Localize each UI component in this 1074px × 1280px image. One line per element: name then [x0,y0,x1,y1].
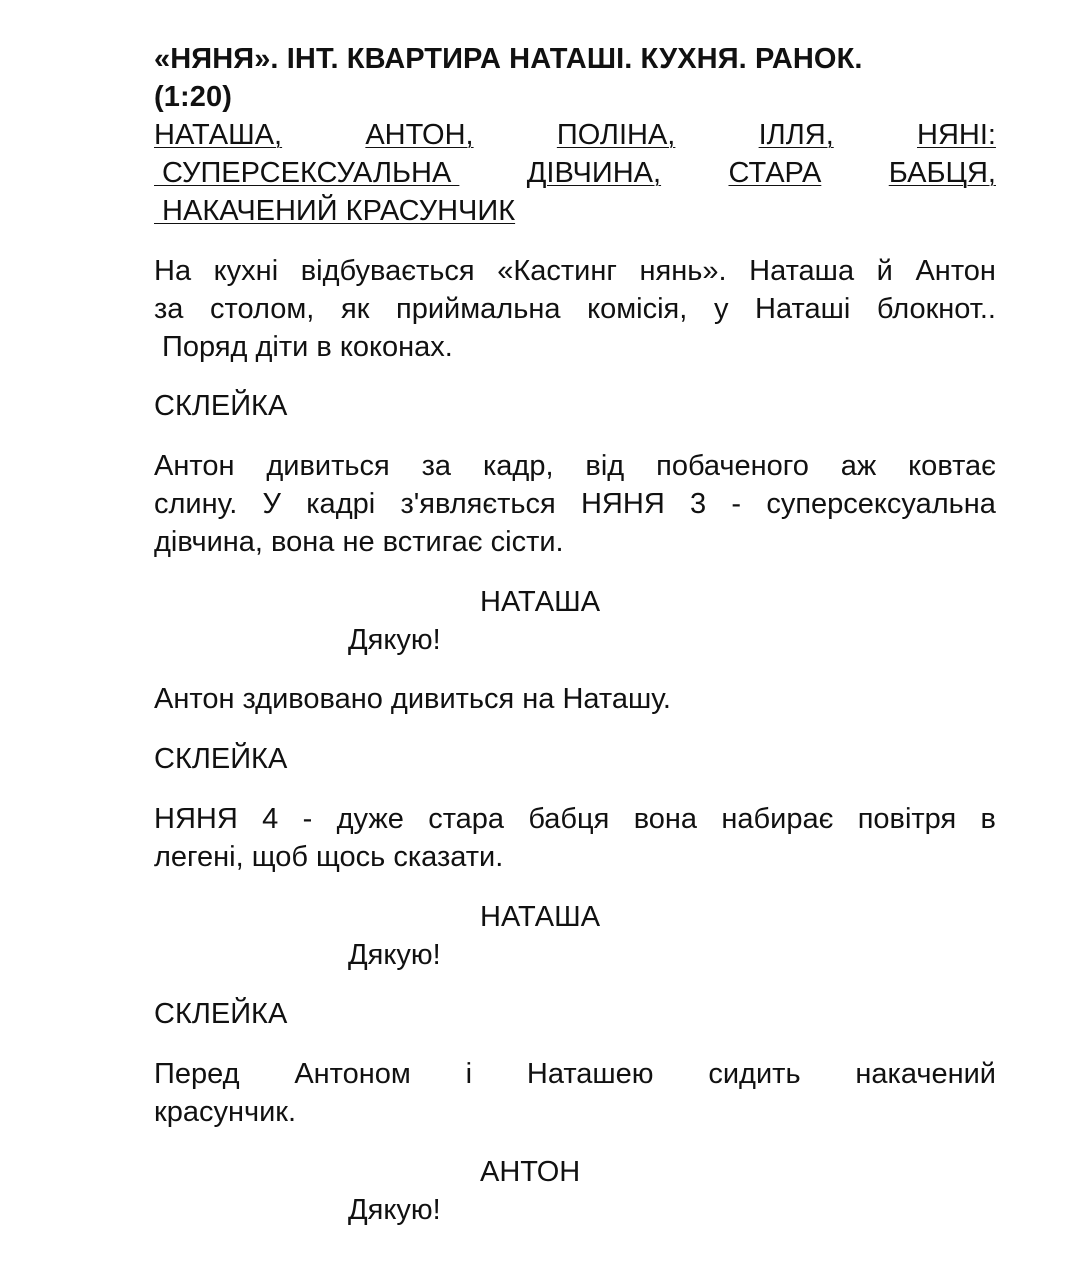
action-line [154,485,996,523]
word: На [154,255,192,287]
action-line [154,447,996,485]
transition-cut: СКЛЕЙКА [154,743,288,775]
character-name: НАТАША [480,586,601,618]
word: вона [633,803,698,835]
word: кадрі [306,488,376,520]
word: повітря [857,803,957,835]
word: НЯНЯ [580,488,665,520]
word: столом, [210,293,315,325]
transition-cut: СКЛЕЙКА [154,390,288,422]
word: комісія, [587,293,688,325]
action-paragraph [154,252,996,366]
cast-word: ДІВЧИНА, [526,157,662,189]
word: за [421,450,452,482]
word: бабця [528,803,610,835]
word: за [154,293,184,325]
cast-word: БАБЦЯ, [888,157,996,189]
cast-line-2 [154,154,996,192]
word: і [465,1058,473,1090]
scene-heading [154,40,996,116]
word: як [340,293,370,325]
word: приймальна [396,293,561,325]
word: відбувається [300,255,475,287]
word: Перед [154,1058,240,1090]
action-paragraph [154,800,996,876]
action-line: дівчина, вона не встигає сісти. [154,526,564,558]
character-name: АНТОН [480,1156,581,1188]
word: з'являється [400,488,556,520]
cast-word: ПОЛІНА, [556,119,676,151]
dialogue-line: Дякую! [348,624,441,656]
word: блокнот.. [876,293,996,325]
action-line: красунчик. [154,1096,297,1128]
word: Наташею [526,1058,654,1090]
action-line [154,252,996,290]
action-paragraph [154,447,996,561]
word: Антон [154,450,235,482]
word: слину. [154,488,238,520]
cast-word: СУПЕРСЕКСУАЛЬНА [154,157,460,189]
cast-word: ІЛЛЯ, [758,119,834,151]
word: стара [428,803,505,835]
cast-word: НЯНІ: [917,119,996,151]
cast-word: НАТАША, [154,119,283,151]
word: «Кастинг [497,255,617,287]
word: 4 [262,803,279,835]
action-line [154,800,996,838]
word: кадр, [482,450,554,482]
cast-line-3: НАКАЧЕНИЙ КРАСУНЧИК [154,195,516,227]
scene-heading-line-1: «НЯНЯ». ІНТ. КВАРТИРА НАТАШІ. КУХНЯ. РАНОК. [154,43,863,75]
cast-word: АНТОН, [365,119,474,151]
action-line [154,1055,996,1093]
action-line: Поряд діти в коконах. [154,331,453,363]
action-paragraph [154,1055,996,1131]
word: Наташі [755,293,851,325]
word: Наташа [749,255,855,287]
cast-line-1 [154,116,996,154]
word: - [731,488,742,520]
word: дивиться [266,450,390,482]
word: накачений [855,1058,996,1090]
word: від [585,450,625,482]
word: - [302,803,313,835]
word: Антоном [294,1058,411,1090]
word: побаченого [656,450,809,482]
dialogue-line: Дякую! [348,1194,441,1226]
word: суперсексуальна [766,488,996,520]
action-paragraph: Антон здивовано дивиться на Наташу. [154,683,671,715]
dialogue-line: Дякую! [348,939,441,971]
scene-duration: (1:20) [154,81,232,113]
word: у [713,293,729,325]
word: 3 [690,488,707,520]
character-name: НАТАША [480,901,601,933]
word: дуже [336,803,404,835]
word: ковтає [908,450,996,482]
word: нянь». [639,255,727,287]
script-page [154,38,996,1229]
word: й [876,255,893,287]
cast-word: СТАРА [728,157,822,189]
word: НЯНЯ [154,803,238,835]
word: Антон [915,255,996,287]
transition-cut: СКЛЕЙКА [154,998,288,1030]
word: набирає [721,803,834,835]
word: в [980,803,996,835]
action-line: легені, щоб щось сказати. [154,841,504,873]
word: кухні [213,255,279,287]
scene-cast-list [154,116,996,230]
word: аж [840,450,877,482]
word: У [262,488,281,520]
action-line [154,290,996,328]
word: сидить [708,1058,801,1090]
